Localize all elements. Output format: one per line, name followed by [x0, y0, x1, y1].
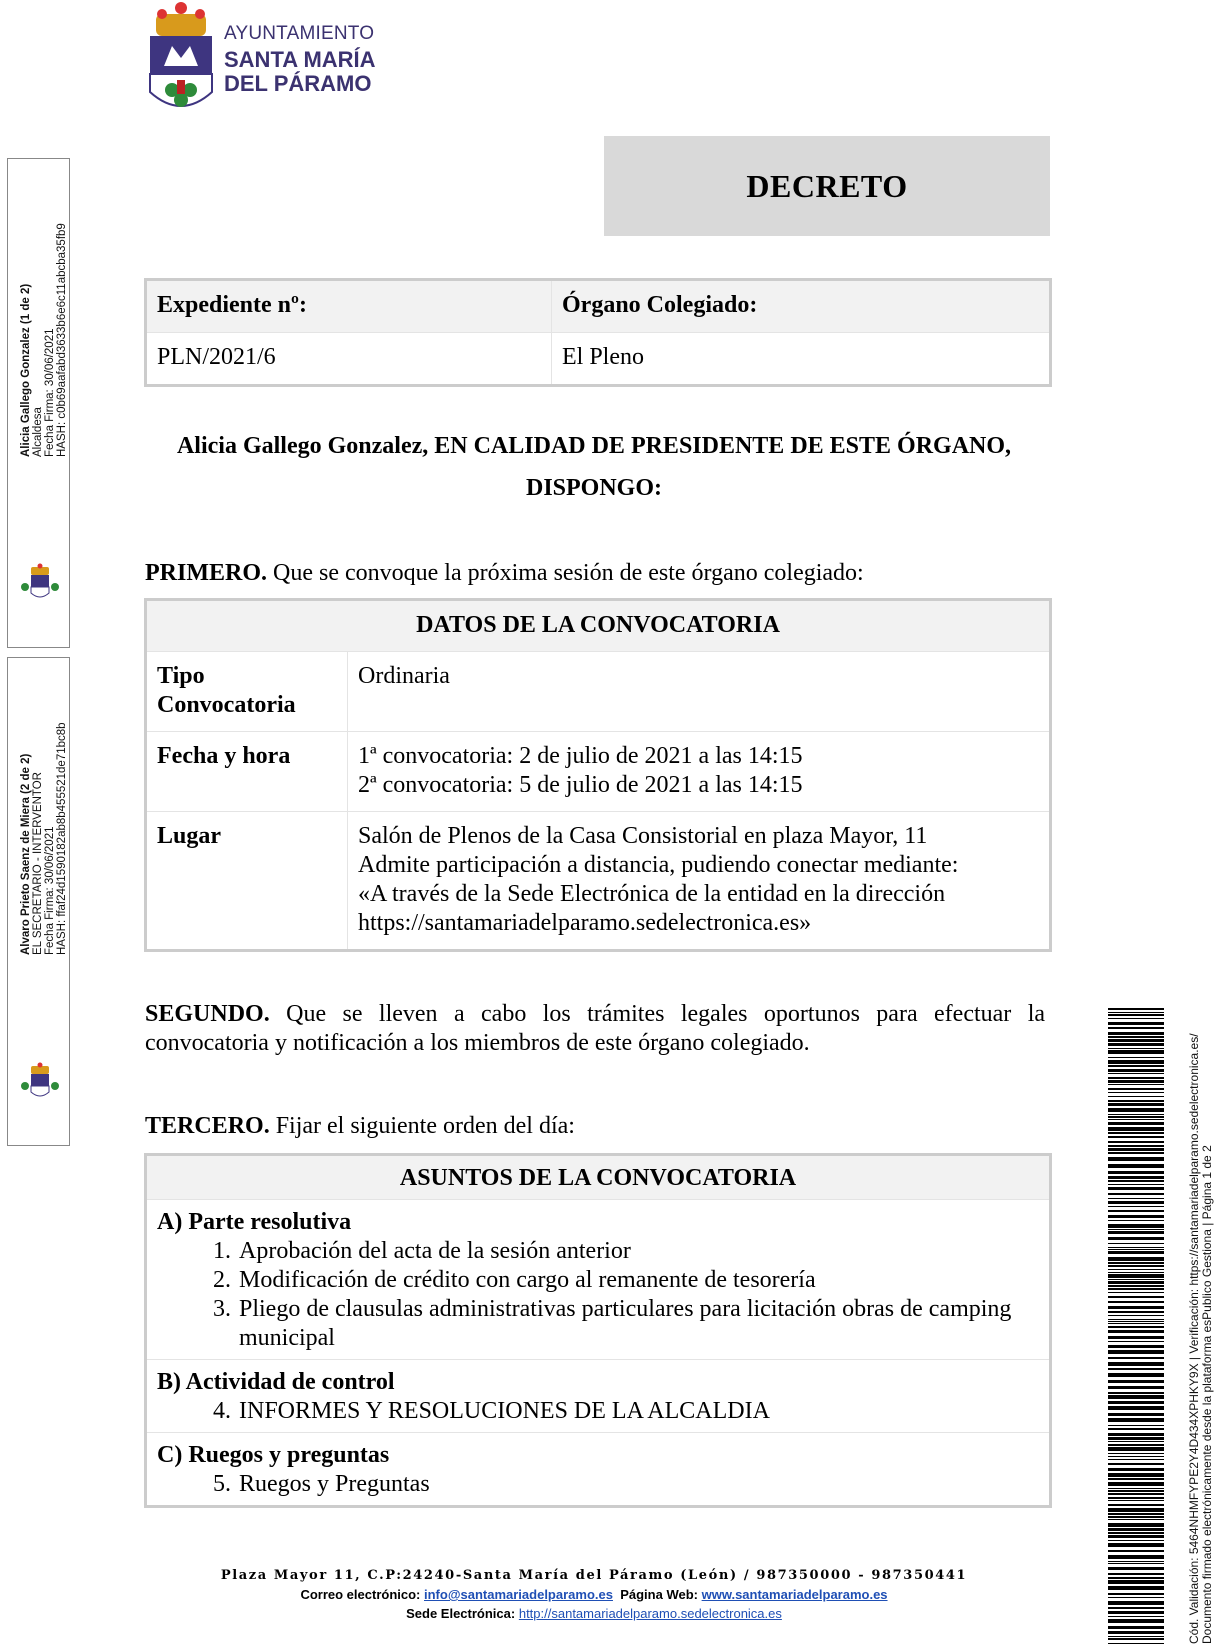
barcode-bar — [1108, 1319, 1164, 1320]
barcode-bar — [1108, 1447, 1164, 1451]
barcode-bar — [1108, 1532, 1164, 1534]
dispongo-heading: DISPONGO: — [525, 475, 662, 501]
organo-label: Órgano Colegiado: — [552, 280, 1051, 333]
barcode-bar — [1108, 1478, 1164, 1480]
barcode-bar — [1108, 1065, 1164, 1067]
web-link[interactable]: www.santamariadelparamo.es — [701, 1587, 888, 1602]
barcode-bar — [1108, 1418, 1164, 1422]
barcode-bar — [1108, 1626, 1164, 1629]
barcode-bar — [1108, 1550, 1164, 1552]
barcode-bar — [1108, 1210, 1164, 1212]
barcode-bar — [1108, 1561, 1164, 1562]
barcode-bar — [1108, 1114, 1164, 1115]
barcode-bar — [1108, 1441, 1164, 1442]
barcode-bar — [1108, 1444, 1164, 1446]
barcode-bar — [1108, 1243, 1164, 1244]
barcode-bar — [1108, 1215, 1164, 1218]
barcode-bar — [1108, 1392, 1164, 1394]
barcode-bar — [1108, 1456, 1164, 1457]
list-item — [201, 1266, 1039, 1295]
barcode-bar — [1108, 1616, 1164, 1617]
convocatoria-table — [144, 598, 1052, 952]
row-value — [348, 732, 1051, 812]
barcode-bar — [1108, 1069, 1164, 1072]
barcode-bar — [1108, 1073, 1164, 1074]
item-text: Ruegos y Preguntas — [239, 1471, 430, 1497]
barcode-bar — [1108, 1288, 1164, 1290]
item-text: Modificación de crédito con cargo al remanente de tesorería — [239, 1267, 816, 1293]
item-number: 5. — [213, 1471, 231, 1497]
logo-text — [224, 24, 376, 95]
barcode-bar — [1108, 1257, 1164, 1261]
expediente-table — [144, 278, 1052, 387]
barcode-bar — [1108, 1269, 1164, 1270]
asuntos-header: ASUNTOS DE LA CONVOCATORIA — [146, 1155, 1051, 1200]
coat-of-arms-icon — [142, 0, 220, 116]
row-label — [146, 652, 348, 732]
row-value — [348, 652, 1051, 732]
item-number: 3. — [213, 1296, 231, 1322]
barcode-bar — [1108, 1100, 1164, 1102]
barcode-bar — [1108, 1039, 1164, 1042]
lugar-line-4: https://santamariadelparamo.sedelectronica.es» — [358, 910, 812, 936]
barcode-bar — [1108, 1428, 1164, 1430]
primero-text: Que se convoque la próxima sesión de este órgano colegiado: — [273, 560, 864, 586]
barcode-bar — [1108, 1500, 1164, 1501]
barcode-bar — [1108, 1292, 1164, 1293]
barcode-bar — [1108, 1080, 1164, 1083]
verification-text — [1188, 1033, 1214, 1644]
barcode-bar — [1108, 1362, 1164, 1366]
barcode-bar — [1108, 1108, 1164, 1112]
table-row — [146, 812, 1051, 951]
barcode-bar — [1108, 1636, 1164, 1637]
agenda-list — [157, 1397, 1039, 1426]
barcode-bar — [1108, 1224, 1164, 1228]
segundo-text: Que se lleven a cabo los trámites legales oportunos para efectuar la convocatoria y notificación a los miembros de este órgano colegiado. — [145, 1001, 1046, 1056]
barcode-bar — [1108, 1193, 1164, 1195]
signature-date: Fecha Firma: 30/06/2021 — [44, 328, 56, 457]
barcode-bar — [1108, 1543, 1164, 1547]
barcode-bar — [1108, 1425, 1164, 1426]
barcode-bar — [1108, 1336, 1164, 1339]
convocatoria-header: DATOS DE LA CONVOCATORIA — [146, 600, 1051, 652]
table-row — [146, 1433, 1051, 1507]
barcode-bar — [1108, 1206, 1164, 1207]
logo-line-2: SANTA MARÍA — [224, 47, 376, 72]
barcode-bar — [1108, 1468, 1164, 1471]
item-number: 1. — [213, 1238, 231, 1264]
barcode-bar — [1108, 1535, 1164, 1538]
barcode-bar — [1108, 1136, 1164, 1138]
barcode-bar — [1108, 1386, 1164, 1389]
barcode-bar — [1108, 1014, 1164, 1016]
list-item — [201, 1295, 1039, 1353]
signature-date: Fecha Firma: 30/06/2021 — [44, 826, 56, 955]
barcode-bar — [1108, 1301, 1164, 1303]
lugar-line-3: «A través de la Sede Electrónica de la entidad en la dirección — [358, 881, 946, 907]
table-row — [146, 1200, 1051, 1360]
barcode-bar — [1108, 1516, 1164, 1518]
lugar-line-1: Salón de Plenos de la Casa Consistorial en plaza Mayor, 11 — [358, 823, 928, 849]
organo-value: El Pleno — [552, 333, 1051, 386]
barcode-bar — [1108, 1306, 1164, 1309]
barcode-bar — [1108, 1488, 1164, 1489]
logo-line-3: DEL PÁRAMO — [224, 71, 372, 96]
agenda-list — [157, 1470, 1039, 1499]
signer-role: Alcaldesa — [32, 407, 44, 457]
barcode-bar — [1108, 1519, 1164, 1520]
barcode-bar — [1108, 1201, 1164, 1204]
item-text: Aprobación del acta de la sesión anterior — [239, 1238, 631, 1264]
barcode-bar — [1108, 1148, 1164, 1151]
barcode-bar — [1108, 1321, 1164, 1322]
agenda-list — [157, 1237, 1039, 1353]
barcode-bar — [1108, 1032, 1164, 1035]
fecha-line-2: 2ª convocatoria: 5 de julio de 2021 a las 14:15 — [358, 772, 803, 798]
signature-hash: HASH: c0b69aafabd3633b6e6c11abcba35fb9 — [56, 223, 68, 457]
barcode-bar — [1108, 1315, 1164, 1316]
logo-line-1: AYUNTAMIENTO — [224, 23, 375, 44]
fecha-line-1: 1ª convocatoria: 2 de julio de 2021 a las 14:15 — [358, 743, 803, 769]
barcode-bar — [1108, 1247, 1164, 1248]
barcode-bar — [1108, 1171, 1164, 1174]
signer-role: EL SECRETARIO - INTERVENTOR — [32, 772, 44, 955]
verification-line-2: Documento firmado electrónicamente desde la plataforma esPublico Gestiona | Página 1 de 2 — [1200, 1145, 1214, 1644]
barcode-bar — [1108, 1060, 1164, 1064]
barcode-bar — [1108, 1231, 1164, 1234]
signature-box-1 — [7, 158, 70, 648]
barcode-bar — [1108, 1406, 1164, 1410]
barcode-bar — [1108, 1577, 1164, 1579]
barcode-bar — [1108, 1272, 1164, 1273]
tipo-value: Ordinaria — [358, 663, 450, 689]
barcode-bar — [1108, 1077, 1164, 1079]
barcode-bar — [1108, 1493, 1164, 1495]
barcode-bar — [1108, 1580, 1164, 1584]
barcode-bar — [1108, 1413, 1164, 1416]
expediente-label: Expediente nº: — [146, 280, 552, 333]
barcode-bar — [1108, 1198, 1164, 1199]
barcode-bar — [1108, 1555, 1164, 1559]
barcode-bar — [1108, 1145, 1164, 1147]
list-item — [201, 1237, 1039, 1266]
barcode-bar — [1108, 1187, 1164, 1190]
document-title: DECRETO — [746, 167, 908, 204]
barcode-bar — [1108, 1368, 1164, 1370]
barcode-bar — [1108, 1008, 1164, 1010]
barcode-bar — [1108, 1401, 1164, 1404]
seal-icon — [20, 563, 60, 603]
barcode-bar — [1108, 1249, 1164, 1250]
barcode-bar — [1108, 1220, 1164, 1221]
barcode-bar — [1108, 1279, 1164, 1280]
barcode-bar — [1108, 1490, 1164, 1492]
barcode-bar — [1108, 1350, 1164, 1354]
footer-contact — [144, 1585, 1044, 1604]
barcode-bar — [1108, 1567, 1164, 1570]
sede-link[interactable]: http://santamariadelparamo.sedelectronica.es — [518, 1606, 782, 1621]
barcode-bar — [1108, 1345, 1164, 1348]
row-value — [348, 812, 1051, 951]
table-row — [146, 1360, 1051, 1433]
fecha-label: Fecha y hora — [157, 743, 291, 769]
barcode-bar — [1108, 1433, 1164, 1436]
barcode-bar — [1108, 1022, 1164, 1025]
barcode-bar — [1108, 1281, 1164, 1284]
barcode-bar — [1108, 1508, 1164, 1512]
sede-label: Sede Electrónica: — [406, 1606, 516, 1621]
barcode-bar — [1108, 1437, 1164, 1440]
segundo-paragraph — [145, 1000, 1045, 1058]
item-text: Pliego de clausulas administrativas particulares para licitación obras de camping municipal — [239, 1296, 1012, 1351]
section-a — [146, 1200, 1051, 1360]
barcode-bar — [1108, 1050, 1164, 1054]
list-item — [201, 1397, 1039, 1426]
barcode-bar — [1108, 1341, 1164, 1342]
verification-line-1: Cód. Validación: 5464NHMFYPE2Y4D434XPHKY9X | Verificación: https://santamariadelparamo.sedelectronica.es/ — [1187, 1033, 1201, 1644]
barcode-bar — [1108, 1127, 1164, 1131]
barcode-bar — [1108, 1057, 1164, 1058]
expediente-value: PLN/2021/6 — [146, 333, 552, 386]
barcode-bar — [1108, 1601, 1164, 1605]
tipo-label-line-2: Convocatoria — [157, 692, 296, 718]
barcode-bar — [1108, 1141, 1164, 1143]
tercero-text: Fijar el siguiente orden del día: — [275, 1113, 575, 1139]
presidente-statement — [144, 425, 1044, 509]
section-b — [146, 1360, 1051, 1433]
web-label: Página Web: — [620, 1587, 698, 1602]
tipo-label-line-1: Tipo — [157, 663, 205, 689]
barcode-bar — [1108, 1523, 1164, 1527]
barcode-bar — [1108, 1096, 1164, 1097]
email-label: Correo electrónico: — [300, 1587, 421, 1602]
barcode-bar — [1108, 1597, 1164, 1598]
barcode-bar — [1108, 1459, 1164, 1460]
barcode-bar — [1108, 1119, 1164, 1120]
barcode-bar — [1108, 1311, 1164, 1313]
barcode-bar — [1108, 1157, 1164, 1161]
document-title-box — [604, 136, 1050, 236]
barcode-bar — [1108, 1586, 1164, 1590]
barcode-bar — [1108, 1048, 1164, 1049]
barcode-bar — [1108, 1638, 1164, 1640]
signature-text — [20, 722, 68, 955]
barcode-bar — [1108, 1482, 1164, 1486]
asuntos-table — [144, 1153, 1052, 1508]
table-row — [146, 652, 1051, 732]
barcode-bar — [1108, 1237, 1164, 1240]
barcode-bar — [1108, 1103, 1164, 1106]
barcode-bar — [1108, 1088, 1164, 1090]
section-title: B) Actividad de control — [157, 1369, 395, 1395]
barcode-bar — [1108, 1323, 1164, 1324]
signature-hash: HASH: ffaf24d1590182ab8b455521de71bc8b — [56, 722, 68, 955]
barcode-bar — [1108, 1036, 1164, 1038]
barcode-bar — [1108, 1265, 1164, 1267]
barcode-bar — [1108, 1463, 1164, 1465]
tercero-heading: TERCERO. — [145, 1113, 270, 1139]
barcode-bar — [1108, 1180, 1164, 1182]
barcode-bar — [1108, 1631, 1164, 1634]
barcode-bar — [1108, 1373, 1164, 1377]
tercero-paragraph — [145, 1112, 1045, 1141]
barcode-bar — [1108, 1573, 1164, 1575]
lugar-label: Lugar — [157, 823, 222, 849]
barcode-bar — [1108, 1611, 1164, 1614]
barcode-bar — [1108, 1593, 1164, 1595]
item-text: INFORMES Y RESOLUCIONES DE LA ALCALDIA — [239, 1398, 770, 1424]
barcode-bar — [1108, 1012, 1164, 1013]
seal-icon — [20, 1062, 60, 1102]
signer-name: Alvaro Prieto Saenz de Miera (2 de 2) — [20, 753, 32, 955]
barcode-bar — [1108, 1357, 1164, 1359]
barcode-bar — [1108, 1326, 1164, 1328]
barcode-bar — [1108, 1504, 1164, 1506]
row-label — [146, 812, 348, 951]
barcode-bar — [1108, 1380, 1164, 1383]
section-title: C) Ruegos y preguntas — [157, 1442, 390, 1468]
municipal-logo — [142, 0, 382, 118]
signature-box-2 — [7, 657, 70, 1146]
barcode-bar — [1108, 1043, 1164, 1046]
page-footer — [144, 1566, 1044, 1623]
barcode-bar — [1108, 1528, 1164, 1531]
barcode-bar — [1108, 1497, 1164, 1499]
section-title: A) Parte resolutiva — [157, 1209, 352, 1235]
primero-paragraph — [145, 559, 1045, 588]
table-row — [146, 732, 1051, 812]
email-link[interactable]: info@santamariadelparamo.es — [424, 1587, 613, 1602]
barcode-bar — [1108, 1563, 1164, 1564]
footer-sede — [144, 1604, 1044, 1623]
item-number: 2. — [213, 1267, 231, 1293]
footer-address: Plaza Mayor 11, C.P:24240-Santa María del Páramo (León) / 987350000 - 987350441 — [220, 1568, 968, 1583]
section-c — [146, 1433, 1051, 1507]
barcode-bar — [1108, 1084, 1164, 1085]
barcode-bar — [1108, 1274, 1164, 1278]
barcode-bar — [1108, 1296, 1164, 1298]
barcode-bar — [1108, 1229, 1164, 1230]
barcode-bar — [1108, 1122, 1164, 1125]
segundo-heading: SEGUNDO. — [145, 1001, 270, 1027]
list-item — [201, 1470, 1039, 1499]
barcode-bar — [1108, 1395, 1164, 1399]
primero-heading: PRIMERO. — [145, 560, 267, 586]
presidente-line-1: Alicia Gallego Gonzalez, EN CALIDAD DE PRESIDENTE DE ESTE ÓRGANO, — [176, 433, 1012, 459]
barcode-bar — [1108, 1152, 1164, 1154]
signature-text — [20, 223, 68, 457]
barcode-bar — [1108, 1619, 1164, 1623]
barcode-bar — [1108, 1184, 1164, 1185]
lugar-line-2: Admite participación a distancia, pudiendo conectar mediante: — [358, 852, 959, 878]
barcode-bar — [1108, 1540, 1164, 1541]
barcode-bar — [1108, 1453, 1164, 1454]
row-label — [146, 732, 348, 812]
barcode-bar — [1108, 1285, 1164, 1287]
item-number: 4. — [213, 1398, 231, 1424]
barcode-bar — [1108, 1092, 1164, 1093]
barcode-bar — [1108, 1473, 1164, 1477]
barcode-bar — [1108, 1176, 1164, 1179]
barcode-bar — [1108, 1262, 1164, 1264]
barcode-bar — [1108, 1251, 1164, 1254]
barcode-bar — [1108, 1018, 1164, 1019]
barcode-bar — [1108, 1164, 1164, 1168]
barcode-bar — [1108, 1132, 1164, 1134]
barcode-bar — [1108, 1027, 1164, 1029]
signer-name: Alicia Gallego Gonzalez (1 de 2) — [20, 283, 32, 457]
barcode-bar — [1108, 1116, 1164, 1118]
barcode-bar — [1108, 1607, 1164, 1609]
barcode-icon — [1108, 1008, 1164, 1644]
barcode-bar — [1108, 1513, 1164, 1515]
barcode-bar — [1108, 1330, 1164, 1333]
